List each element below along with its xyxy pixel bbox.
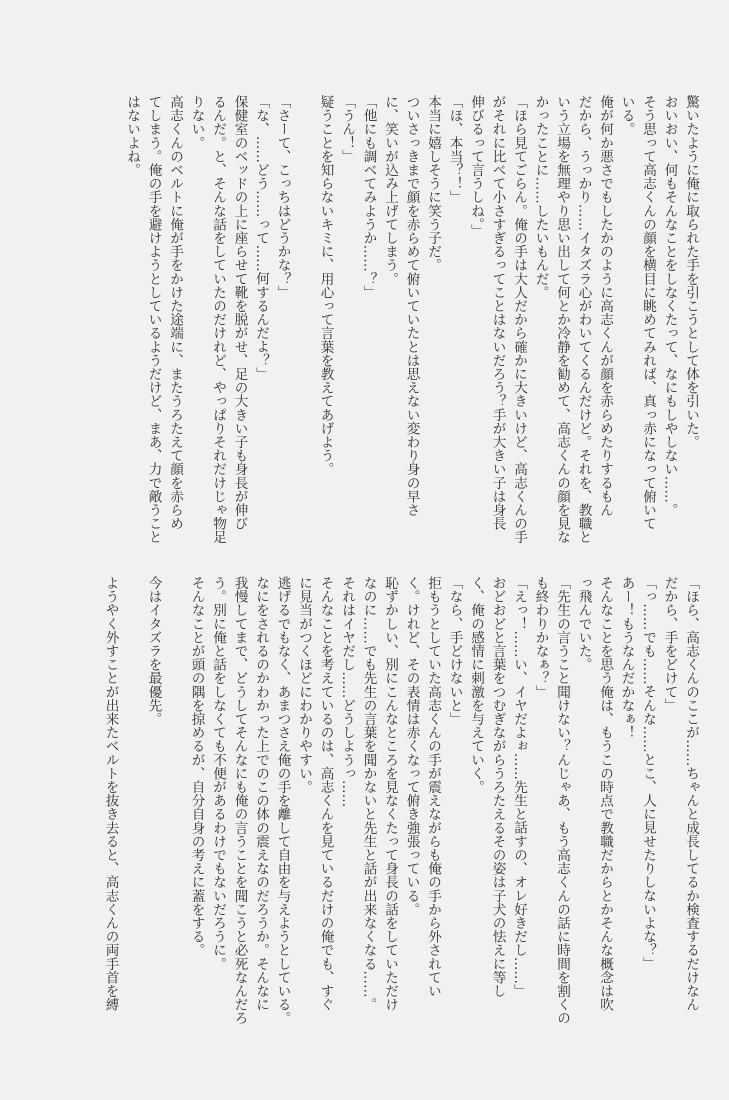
text-column: に見当がつくほどにわかりやすい。 <box>296 576 312 794</box>
text-column: いる。 <box>618 95 635 136</box>
text-column: おどおどと言葉をつむぎながらうろたえるその姿は子犬の怯えに等し <box>489 576 506 998</box>
text-column: そんなことを考えているのは、高志くんを見ているだけの俺でも、すぐ <box>317 576 334 1012</box>
text-column: っ飛んでいた。 <box>575 576 592 672</box>
text-column: 「なら、手どけないと」 <box>446 576 463 726</box>
text-column: りない。 <box>188 95 205 150</box>
text-column: がそれに比べて小さすぎるってことはないだろう？手が大きい子は身長 <box>489 95 506 531</box>
text-column: はないよね。 <box>124 95 140 177</box>
text-column: 伸びるって言うしね。」 <box>468 95 484 238</box>
column-gap <box>293 95 315 557</box>
text-column: 本当に嬉しそうに笑う子だ。 <box>425 95 441 272</box>
text-column: そんなことを思う俺は、もうこの時点で教職だからとかそんな概念は吹 <box>597 576 613 1012</box>
text-column: ようやく外すことが出来たベルトを抜き去ると、高志くんの両手首を縛 <box>102 576 119 1012</box>
text-column: 「うん！」 <box>339 95 355 163</box>
text-column: 「先生の言うこと聞けない？んじゃあ、もう高志くんの話に時間を割くの <box>554 576 570 1025</box>
text-column: そんなことが頭の隅を掠めるが、自分自身の考えに蓋をする。 <box>188 576 205 957</box>
text-column: おいおい、何もそんなことをしなくたって、なにもしやしない……。 <box>661 95 678 517</box>
text-column: それはイヤだし……どうしようっ…… <box>339 576 355 808</box>
text-column: 驚いたように俺に取られた手を引こうとして体を引いた。 <box>683 95 699 449</box>
text-column: 逃げるでもなく、あまつさえ俺の手を離して自由を与えようとしている。 <box>274 576 291 1025</box>
text-column: てしまう。俺の手を避けようとしているようだけど、まあ、力で敵うこと <box>145 95 162 544</box>
text-column: 「さーて、こっちはどうかな？」 <box>274 95 291 299</box>
text-column: く。けれど、その表情は赤くなって俯き強張っている。 <box>403 576 420 916</box>
text-column: う。別に俺と話をしなくても不便があるわけでもないだろうに。 <box>210 576 226 971</box>
text-column: 我慢してまで、どうしてそんなにも俺の言うことを聞こうと必死なんだろ <box>231 576 248 1025</box>
text-column: 恥ずかしい、別にこんなところを見なくたって身長の話をしていただけ <box>382 576 398 1012</box>
text-column: 「ほら、高志くんのここが……ちゃんと成長してるか検査するだけなん <box>683 576 699 1012</box>
text-column: 「ほ、本当？！」 <box>446 95 463 204</box>
text-column: だから、うっかり……イタズラ心がわいてくるんだけど。それを、教職と <box>575 95 592 544</box>
text-column: いう立場を無理やり思い出して何とか冷静を勧めて、高志くんの顔を見な <box>554 95 570 544</box>
text-column: く、俺の感情に刺激を与えていく。 <box>468 576 484 794</box>
text-column: 「な、……どう……って……何するんだよ？」 <box>253 95 269 381</box>
text-column: 高志くんのベルトに俺が手をかけた途端に、またうろたえて顔を赤らめ <box>167 95 183 531</box>
column-gap <box>121 576 143 1046</box>
text-block-top <box>81 95 701 557</box>
text-block-bottom <box>81 576 701 1046</box>
text-column: も終わりかなぁ？」 <box>532 576 549 699</box>
text-column: ついさっきまで顔を赤らめて俯いていたとは思えない変わり身の早さ <box>403 95 420 517</box>
text-column: 保健室のベッドの上に座らせて靴を脱がせ、足の大きい子も身長が伸び <box>231 95 248 531</box>
text-column: 疑うことを知らないキミに、用心って言葉を教えてあげよう。 <box>317 95 334 476</box>
text-column: あー！もうなんだかなぁ！ <box>618 576 635 740</box>
text-column: 俺が何か悪さでもしたかのように高志くんが顔を赤らめたりするもん <box>597 95 613 517</box>
text-column: 「っ……でも……そんな……とこ、人に見せたりしないよな？」 <box>640 576 656 971</box>
text-column: かったことに……したいもんだ。 <box>532 95 549 299</box>
text-column: 「ほら見てごらん。俺の手は大人だから確かに大きいけど、高志くんの手 <box>511 95 527 544</box>
text-column: なにをされるのかわかった上でのこの体の震えなのだろうか。そんなに <box>253 576 269 1012</box>
text-column: 「他にも調べてみようか……？」 <box>360 95 377 299</box>
text-column: 今はイタズラを最優先。 <box>145 576 162 726</box>
text-column: だから、手をどけて」 <box>661 576 678 712</box>
text-column: るんだ。と、そんな話をしていたのだけれど、やっぱりそれだけじゃ物足 <box>210 95 226 544</box>
column-gap <box>164 576 186 1046</box>
text-column: そう思って高志くんの顔を横目に眺めてみれば、真っ赤になって俯いて <box>640 95 656 531</box>
text-column: なのに……でも先生の言葉を聞かないと先生と話が出来なくなる……。 <box>360 576 377 1012</box>
text-column: 拒もうとしていた高志くんの手が震えながらも俺の手から外されてい <box>425 576 441 998</box>
text-column: 「えっ！……い、イヤだよぉ……先生と話すの、オレ好きだし……」 <box>511 576 527 998</box>
text-column: に、笑いが込み上げてしまう。 <box>382 95 398 286</box>
